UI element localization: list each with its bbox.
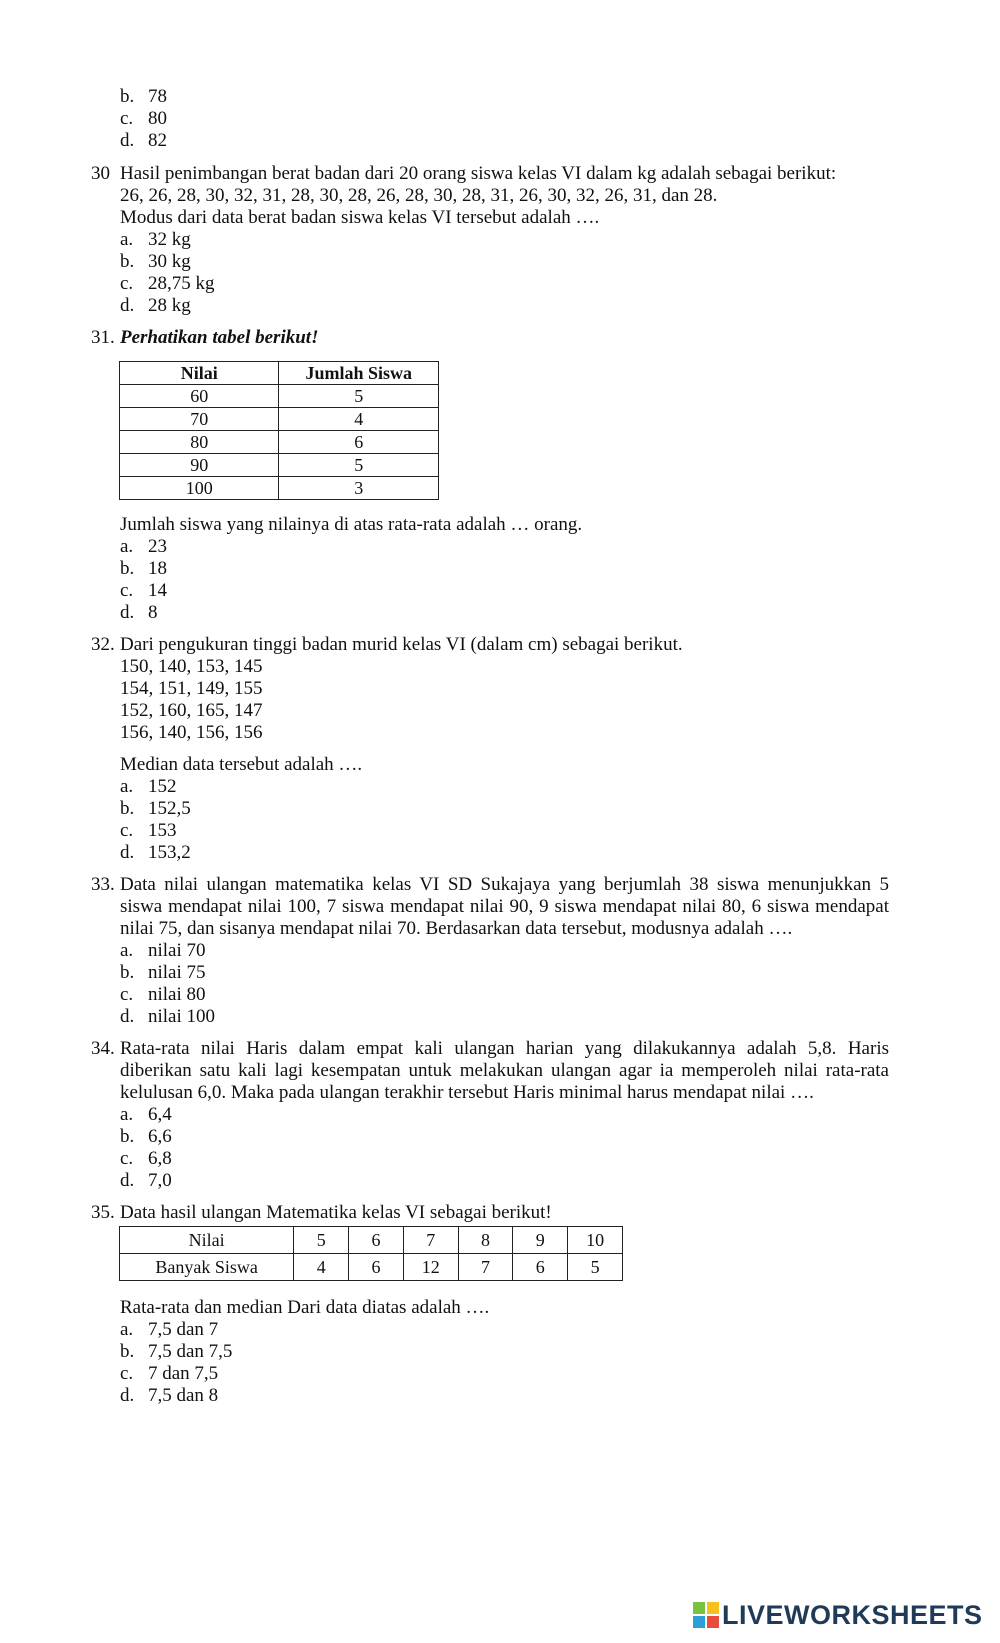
q32-option-b[interactable]: b. 152,5 — [120, 798, 191, 819]
q34-line-1: Rata-rata nilai Haris dalam empat kali ulangan harian yang dilakukannya adalah 5,8. Haris — [120, 1038, 889, 1059]
q35-cell: 5 — [568, 1254, 623, 1281]
q35-option-b[interactable]: b. 7,5 dan 7,5 — [120, 1341, 233, 1362]
logo-square-icon — [707, 1602, 719, 1614]
q31-cell: 5 — [279, 454, 439, 477]
logo-square-icon — [693, 1602, 705, 1614]
q31-question: Jumlah siswa yang nilainya di atas rata-rata adalah … orang. — [120, 514, 583, 535]
q35-table — [119, 1226, 623, 1281]
q30-option-d[interactable]: d. 28 kg — [120, 295, 191, 316]
q33-line-1: Data nilai ulangan matematika kelas VI SD Sukajaya yang berjumlah 38 siswa menunjukkan 5 — [120, 874, 889, 895]
q35-option-d[interactable]: d. 7,5 dan 8 — [120, 1385, 219, 1406]
q29-option-b[interactable]: b. 78 — [120, 86, 167, 107]
table-row — [120, 454, 439, 477]
q33-line-3: nilai 75, dan sisanya mendapat nilai 70. Berdasarkan data tersebut, modusnya adalah …. — [120, 918, 793, 939]
q34-number: 34. — [91, 1038, 115, 1059]
q35-cell: 6 — [513, 1254, 568, 1281]
q34-option-a[interactable]: a. 6,4 — [120, 1104, 172, 1125]
q35-cell: 10 — [568, 1227, 623, 1254]
q35-cell: 7 — [458, 1254, 513, 1281]
q29-option-c[interactable]: c. 80 — [120, 108, 167, 129]
table-row — [120, 408, 439, 431]
q31-cell: 80 — [120, 431, 279, 454]
q35-cell: 6 — [349, 1254, 404, 1281]
q34-option-b[interactable]: b. 6,6 — [120, 1126, 172, 1147]
q30-number: 30 — [91, 163, 110, 184]
q35-title: Data hasil ulangan Matematika kelas VI sebagai berikut! — [120, 1202, 552, 1223]
q31-header-jumlah: Jumlah Siswa — [279, 362, 439, 385]
q30-line-2: 26, 26, 28, 30, 32, 31, 28, 30, 28, 26, 28, 30, 28, 31, 26, 30, 32, 26, 31, dan 28. — [120, 185, 718, 206]
q35-row-label-banyak-siswa: Banyak Siswa — [120, 1254, 294, 1281]
q32-data-row-4: 156, 140, 156, 156 — [120, 722, 263, 743]
q31-cell: 4 — [279, 408, 439, 431]
q33-option-d[interactable]: d. nilai 100 — [120, 1006, 216, 1027]
q33-option-b[interactable]: b. nilai 75 — [120, 962, 206, 983]
q34-line-3: kelulusan 6,0. Maka pada ulangan terakhir tersebut Haris minimal harus mendapat nilai …. — [120, 1082, 814, 1103]
table-row — [120, 477, 439, 500]
liveworksheets-wordmark: LIVEWORKSHEETS — [722, 1599, 983, 1630]
q31-cell: 100 — [120, 477, 279, 500]
q33-number: 33. — [91, 874, 115, 895]
table-row — [120, 1227, 623, 1254]
q32-number: 32. — [91, 634, 115, 655]
q30-option-c[interactable]: c. 28,75 kg — [120, 273, 215, 294]
q31-cell: 70 — [120, 408, 279, 431]
q35-cell: 4 — [294, 1254, 349, 1281]
q34-line-2: diberikan satu kali lagi kesempatan untuk melakukan ulangan agar ia memperoleh nilai rata-rata — [120, 1060, 889, 1081]
q32-line-1: Dari pengukuran tinggi badan murid kelas VI (dalam cm) sebagai berikut. — [120, 634, 683, 655]
q31-cell: 90 — [120, 454, 279, 477]
q30-line-3: Modus dari data berat badan siswa kelas VI tersebut adalah …. — [120, 207, 600, 228]
q35-cell: 7 — [403, 1227, 458, 1254]
q31-cell: 3 — [279, 477, 439, 500]
q31-cell: 60 — [120, 385, 279, 408]
q35-option-a[interactable]: a. 7,5 dan 7 — [120, 1319, 219, 1340]
q32-option-c[interactable]: c. 153 — [120, 820, 177, 841]
q35-cell: 5 — [294, 1227, 349, 1254]
q35-question: Rata-rata dan median Dari data diatas adalah …. — [120, 1297, 490, 1318]
q32-data-row-1: 150, 140, 153, 145 — [120, 656, 263, 677]
q32-data-row-2: 154, 151, 149, 155 — [120, 678, 263, 699]
q30-line-1: Hasil penimbangan berat badan dari 20 orang siswa kelas VI dalam kg adalah sebagai berikut: — [120, 163, 837, 184]
q31-option-b[interactable]: b. 18 — [120, 558, 167, 579]
q35-cell: 8 — [458, 1227, 513, 1254]
table-row — [120, 431, 439, 454]
q33-line-2: siswa mendapat nilai 100, 7 siswa mendapat nilai 90, 9 siswa mendapat nilai 80, 6 siswa mendapat — [120, 896, 889, 917]
liveworksheets-logo-icon — [693, 1602, 719, 1628]
q32-question: Median data tersebut adalah …. — [120, 754, 363, 775]
q35-cell: 6 — [349, 1227, 404, 1254]
q33-option-c[interactable]: c. nilai 80 — [120, 984, 206, 1005]
q31-cell: 6 — [279, 431, 439, 454]
q35-number: 35. — [91, 1202, 115, 1223]
q31-table — [119, 361, 439, 500]
q35-option-c[interactable]: c. 7 dan 7,5 — [120, 1363, 219, 1384]
logo-square-icon — [693, 1616, 705, 1628]
q32-option-a[interactable]: a. 152 — [120, 776, 177, 797]
q33-option-a[interactable]: a. nilai 70 — [120, 940, 206, 961]
q31-cell: 5 — [279, 385, 439, 408]
q31-number: 31. — [91, 327, 115, 348]
q31-option-a[interactable]: a. 23 — [120, 536, 167, 557]
q32-option-d[interactable]: d. 153,2 — [120, 842, 191, 863]
q30-option-b[interactable]: b. 30 kg — [120, 251, 191, 272]
table-row — [120, 1254, 623, 1281]
q34-option-c[interactable]: c. 6,8 — [120, 1148, 172, 1169]
q34-option-d[interactable]: d. 7,0 — [120, 1170, 172, 1191]
q29-option-d[interactable]: d. 82 — [120, 130, 167, 151]
liveworksheets-branding[interactable] — [693, 1600, 983, 1630]
q35-row-label-nilai: Nilai — [120, 1227, 294, 1254]
q35-cell: 12 — [403, 1254, 458, 1281]
q31-option-d[interactable]: d. 8 — [120, 602, 158, 623]
q31-header-nilai: Nilai — [120, 362, 279, 385]
q30-option-a[interactable]: a. 32 kg — [120, 229, 191, 250]
q32-data-row-3: 152, 160, 165, 147 — [120, 700, 263, 721]
q31-option-c[interactable]: c. 14 — [120, 580, 167, 601]
logo-square-icon — [707, 1616, 719, 1628]
q31-title: Perhatikan tabel berikut! — [120, 327, 319, 348]
table-row — [120, 385, 439, 408]
q35-cell: 9 — [513, 1227, 568, 1254]
